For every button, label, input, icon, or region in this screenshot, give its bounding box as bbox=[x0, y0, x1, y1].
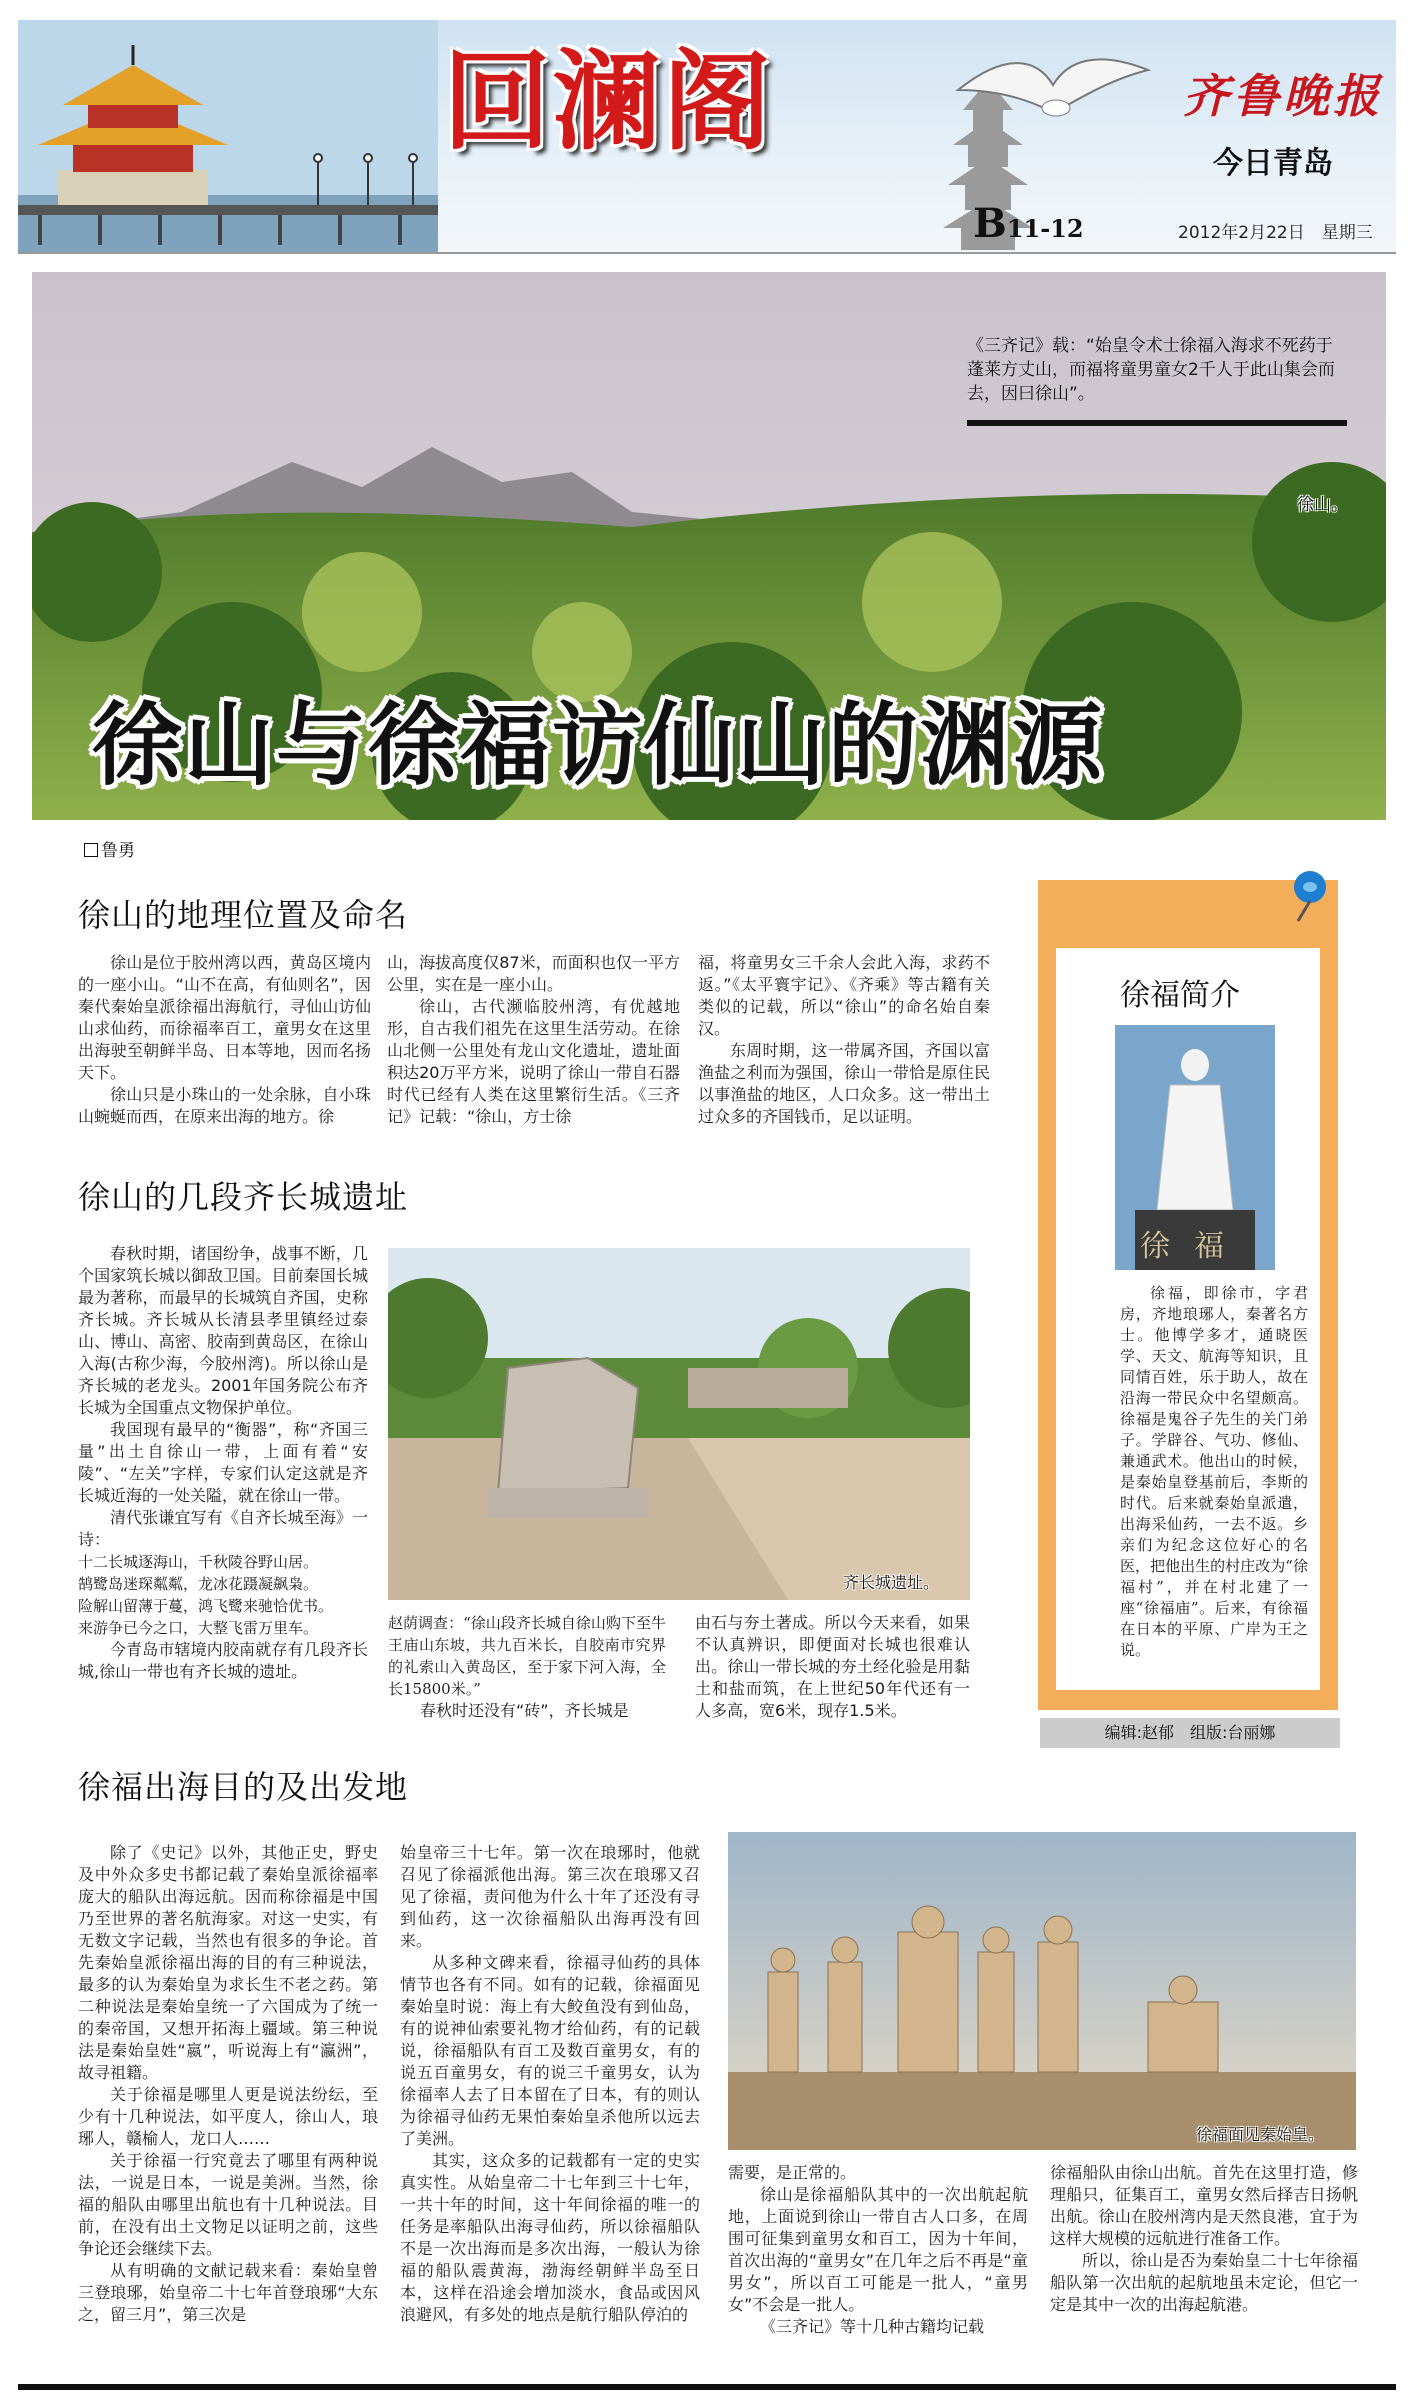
paragraph: 《三齐记》等十几种古籍均记载 bbox=[760, 2317, 985, 2336]
seagull-icon bbox=[948, 30, 1158, 150]
section3-column-2 bbox=[400, 1842, 700, 2326]
paragraph: 赵荫调查：“徐山段齐长城自徐山购下至牛王庙山东坡，共九百米长，自胶南市究界的礼索山入黄岛区，至于家下河入海，全长15800米。” bbox=[388, 1614, 666, 1698]
paragraph: 山，海拔高度仅87米，而面积也仅一平方公里，实在是一座小山。 bbox=[387, 953, 680, 994]
column-title: 回澜阁 bbox=[443, 39, 774, 165]
xu-fu-statue-photo bbox=[1115, 1025, 1275, 1270]
paragraph: 东周时期，这一带属齐国，齐国以富渔盐之利而为强国，徐山一带恰是原住民以事渔盐的地区，人口众多。这一带出土过众多的齐国钱币，足以证明。 bbox=[698, 1041, 990, 1126]
page-letter: B bbox=[973, 200, 1007, 247]
sculpture-group-illustration bbox=[728, 1832, 1356, 2150]
section2-column-2 bbox=[388, 1612, 666, 1722]
section1-column-1 bbox=[78, 952, 371, 1128]
paragraph: 徐福船队由徐山出航。首先在这里打造，修理船只，征集百工，童男女然后择吉日扬帆出航。徐山在胶州湾内是天然良港，宜于为这样大规模的远航进行准备工作。 bbox=[1050, 2163, 1358, 2248]
poem-line: 来游争已今之口，大整飞雷万里车。 bbox=[78, 1619, 319, 1637]
paragraph: 徐福，即徐市，字君房，齐地琅琊人，秦著名方士。他博学多才，通晓医学、天文、航海等知识，且同情百姓，乐于助人，故在沿海一带民众中名望颇高。徐福是鬼谷子先生的关门弟子。学辟谷、气功、修仙、兼通武术。他出山的时候，是秦始皇登基前后，李斯的时代。后来就秦始皇派遣，出海采仙药，一去不返。乡亲们为纪念这位好心的名医，把他出生的村庄改为“徐福村”，并在村北建了一座“徐福庙”。后来，有徐福在日本的平原、广岸为王之说。 bbox=[1120, 1284, 1308, 1659]
paragraph: 春秋时期，诸国纷争，战事不断，几个国家筑长城以御敌卫国。目前秦国长城最为著称，而最早的长城筑自齐国，史称齐长城。齐长城从长清县孝里镇经过泰山、博山、高密、胶南到黄岛区，在徐山入海(古称少海，今胶州湾)。所以徐山是齐长城的老龙头。2001年国务院公布齐长城为全国重点文物保护单位。 bbox=[78, 1244, 368, 1417]
section-title-great-wall: 徐山的几段齐长城遗址 bbox=[78, 1178, 409, 1216]
poem-line: 鹄鹭岛迷琛粼粼，龙冰花蹑凝飙枭。 bbox=[78, 1575, 319, 1593]
wall-photo-caption: 齐长城遗址。 bbox=[843, 1573, 940, 1592]
paragraph: 始皇帝三十七年。第一次在琅琊时，他就召见了徐福派他出海。第三次在琅琊又召见了徐福，责问他为什么十年了还没有寻到仙药，这一次徐福船队出海再没有回来。 bbox=[400, 1843, 700, 1950]
paragraph: 徐山是徐福船队其中的一次出航起航地，上面说到徐山一带自古人口多，在周围可征集到童男女和百工，因为十年间，首次出海的“童男女”在几年之后不再是“童男女”，所以百工可能是一批人，“童男女”不会是一批人。 bbox=[728, 2185, 1028, 2314]
page-number bbox=[973, 200, 1084, 247]
pushpin-icon bbox=[1280, 865, 1340, 925]
editor-credits: 编辑:赵郁 组版:台丽娜 bbox=[1040, 1718, 1340, 1748]
paragraph: 由石与夯土著成。所以今天来看，如果不认真辨识，即便面对长城也很难认出。徐山一带长城的夯土经化验是用黏土和盐而筑，在上世纪50年代还有一人多高，宽6米，现存1.5米。 bbox=[695, 1613, 970, 1720]
headline: 徐山与徐福访仙山的渊源 bbox=[92, 693, 1104, 798]
paragraph: 从有明确的文献记载来看：秦始皇曾三登琅琊，始皇帝二十七年首登琅琊“大东之，留三月”，第三次是 bbox=[78, 2261, 378, 2324]
hero-caption: 徐山。 bbox=[1297, 495, 1348, 515]
paragraph: 从多种文碑来看，徐福寻仙药的具体情节也各有不同。如有的记载，徐福面见秦始皇时说：海上有大鲛鱼没有到仙岛，有的说神仙索要礼物才给仙药，有的记载说，徐福船队有百工及数百童男女，有的说五百童男女，有的说三千童男女，认为徐福率人去了日本留在了日本，有的则认为徐福寻仙药无果怕秦始皇杀他所以远去了美洲。 bbox=[400, 1953, 700, 2148]
paragraph: 春秋时还没有“砖”，齐长城是 bbox=[420, 1701, 629, 1720]
profile-text bbox=[1120, 1283, 1308, 1661]
paragraph: 关于徐福是哪里人更是说法纷纭，至少有十几种说法，如平度人，徐山人，琅琊人，赣榆人，龙口人…… bbox=[78, 2085, 378, 2148]
pavilion-pier-illustration bbox=[18, 20, 438, 252]
byline-box-icon bbox=[84, 843, 98, 857]
issue-date: 2012年2月22日 星期三 bbox=[1178, 223, 1373, 243]
great-wall-ruins-photo bbox=[388, 1248, 970, 1600]
section2-column-1 bbox=[78, 1243, 368, 1683]
quote-divider bbox=[967, 420, 1347, 426]
paragraph: 徐山是位于胶州湾以西，黄岛区境内的一座小山。“山不在高，有仙则名”，因秦代秦始皇派徐福出海航行，寻仙山访仙山求仙药，而徐福率百工，童男女在这里出海驶至朝鲜半岛、日本等地，因而名扬天下。 bbox=[78, 953, 371, 1082]
statue-inscription: 徐福 bbox=[1140, 1229, 1248, 1264]
great-wall-ruins-illustration bbox=[388, 1248, 970, 1600]
hero-photo bbox=[32, 272, 1386, 820]
paragraph: 其实，这众多的记载都有一定的史实真实性。从始皇帝二十七年到三十七年，一共十年的时间，这十年间徐福的唯一的任务是率船队出海寻仙药，所以徐福船队不是一次出海而是多次出海，一般认为徐福的船队震黄海，渤海经朝鲜半岛至日本，这样在沿途会增加淡水，食品或因风浪避风，有多处的地点是航行船队停泊的 bbox=[400, 2151, 700, 2324]
edition-name: 今日青岛 bbox=[1213, 146, 1333, 181]
author: 鲁勇 bbox=[101, 841, 135, 861]
paragraph: 所以，徐山是否为秦始皇二十七年徐福船队第一次出航的起航地虽未定论，但它一定是其中一次的出海起航港。 bbox=[1050, 2251, 1358, 2314]
paragraph: 关于徐福一行究竟去了哪里有两种说法，一说是日本，一说是美洲。当然，徐福的船队由哪里出航也有十几种说法。目前，在没有出土文物足以证明之前，这些争论还会继续下去。 bbox=[78, 2151, 378, 2258]
byline bbox=[84, 836, 135, 861]
section3-column-1 bbox=[78, 1842, 378, 2326]
newspaper-brand: 齐鲁晚报 bbox=[1183, 69, 1383, 123]
masthead bbox=[18, 20, 1396, 254]
paragraph: 清代张谦宜写有《自齐长城至海》一诗： bbox=[78, 1508, 368, 1549]
paragraph: 福，将童男女三千余人会此入海，求药不返。”《太平寰宇记》、《齐乘》等古籍有关类似的记载，所以“徐山”的命名始自秦汉。 bbox=[698, 953, 990, 1038]
poem-line: 十二长城逐海山，千秋陵谷野山居。 bbox=[78, 1553, 319, 1571]
paragraph: 我国现有最早的“衡器”，称“齐国三量”出土自徐山一带，上面有着“安陵”、“左关”字样，专家们认定这就是齐长城近海的一处关隘，就在徐山一带。 bbox=[78, 1420, 368, 1505]
statue-photo-caption: 徐福面见秦始皇。 bbox=[1196, 2125, 1325, 2144]
section-title-voyage: 徐福出海目的及出发地 bbox=[78, 1768, 409, 1806]
section3-column-4 bbox=[1050, 2162, 1358, 2316]
bottom-rule bbox=[18, 2384, 1396, 2390]
profile-title: 徐福简介 bbox=[1120, 978, 1240, 1013]
hero-quote: 《三齐记》载：“始皇令术士徐福入海求不死药于蓬莱方丈山，而福将童男童女2千人于此山集会而去，因曰徐山”。 bbox=[967, 336, 1335, 404]
section-title-location: 徐山的地理位置及命名 bbox=[78, 896, 409, 934]
page-range: 11-12 bbox=[1006, 214, 1084, 243]
section3-column-3 bbox=[728, 2162, 1028, 2338]
section1-column-3 bbox=[698, 952, 990, 1128]
paragraph: 徐山，古代濒临胶州湾，有优越地形，自古我们祖先在这里生活劳动。在徐山北侧一公里处有龙山文化遗址，遗址面积达20万平方米，说明了徐山一带自石器时代已经有人类在这里繁衍生活。《三齐记》记载：“徐山，方士徐 bbox=[387, 997, 680, 1126]
section1-column-2 bbox=[387, 952, 680, 1128]
section2-column-3 bbox=[695, 1612, 970, 1722]
paragraph: 除了《史记》以外，其他正史，野史及中外众多史书都记载了秦始皇派徐福率庞大的船队出海远航。因而称徐福是中国乃至世界的著名航海家。对这一史实，有无数文字记载，当然也有很多的争论。首先秦始皇派徐福出海的目的有三种说法，最多的认为秦始皇为求长生不老之药。第二种说法是秦始皇统一了六国成为了统一的秦帝国，又想开拓海上疆域。第三种说法是秦始皇姓“嬴”，听说海上有“瀛洲”，故寻祖籍。 bbox=[78, 1843, 378, 2082]
statue-group-photo bbox=[728, 1832, 1356, 2150]
paragraph: 需要，是正常的。 bbox=[728, 2163, 857, 2182]
paragraph: 今青岛市辖境内胶南就存有几段齐长城,徐山一带也有齐长城的遗址。 bbox=[78, 1640, 368, 1681]
paragraph: 徐山只是小珠山的一处余脉，自小珠山蜿蜒而西，在原来出海的地方。徐 bbox=[78, 1085, 371, 1126]
poem-line: 险解山留薄于蔓，鸿飞鹭来驰恰优书。 bbox=[78, 1597, 334, 1615]
